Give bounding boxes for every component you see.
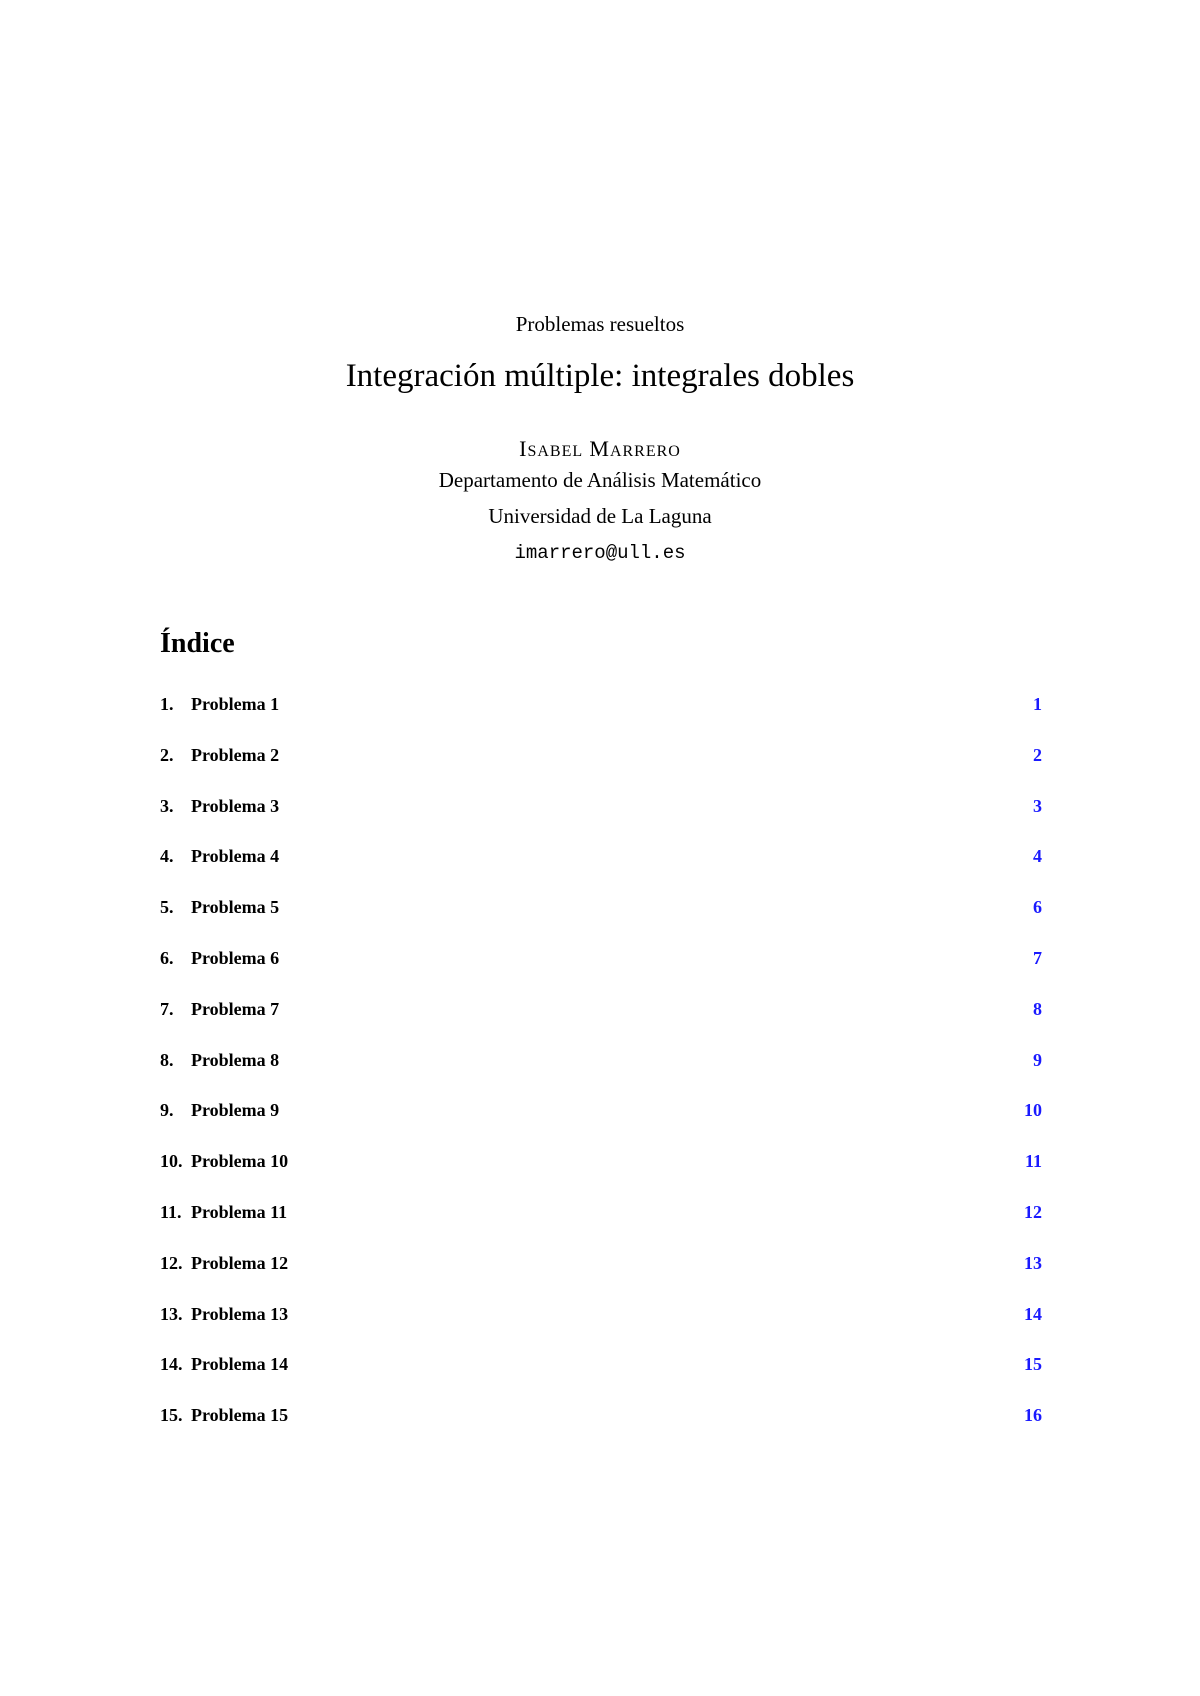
toc-entry[interactable] <box>160 1151 1042 1202</box>
toc-entry[interactable] <box>160 694 1042 745</box>
toc-entry-number: 8. <box>160 1049 174 1070</box>
toc-entry-page-link[interactable]: 14 <box>1024 1303 1042 1324</box>
toc-entry-page-link[interactable]: 8 <box>1033 998 1042 1019</box>
toc-heading: Índice <box>160 628 235 659</box>
toc-entry-label[interactable]: Problema 7 <box>191 998 280 1019</box>
toc-entry[interactable] <box>160 1354 1042 1405</box>
toc-entry-number: 4. <box>160 846 174 867</box>
toc-entry-number: 6. <box>160 947 174 968</box>
toc-entry-number: 9. <box>160 1100 174 1121</box>
toc-entry-label[interactable]: Problema 14 <box>191 1354 289 1375</box>
toc-entry-label[interactable]: Problema 1 <box>191 694 280 714</box>
toc-entry-page-link[interactable]: 7 <box>1033 947 1042 968</box>
toc-entry-number: 3. <box>160 795 174 816</box>
toc-entry-page-link[interactable]: 13 <box>1024 1252 1042 1273</box>
toc-entry[interactable] <box>160 745 1042 796</box>
toc-entry[interactable] <box>160 846 1042 897</box>
toc-entry-label[interactable]: Problema 2 <box>191 744 280 765</box>
toc-entry-page-link[interactable]: 1 <box>1033 694 1042 714</box>
toc-entry[interactable] <box>160 1253 1042 1304</box>
toc-entry-number: 10. <box>160 1151 183 1172</box>
document-kicker: Problemas resueltos <box>515 312 685 336</box>
toc-entry-label[interactable]: Problema 4 <box>191 846 280 867</box>
table-of-contents <box>160 694 1042 1456</box>
toc-entry-page-link[interactable]: 2 <box>1033 744 1042 765</box>
toc-entry-label[interactable]: Problema 10 <box>191 1151 289 1172</box>
toc-entry-label[interactable]: Problema 9 <box>191 1100 280 1121</box>
toc-entry-page-link[interactable]: 15 <box>1024 1354 1042 1375</box>
toc-entry-label[interactable]: Problema 15 <box>191 1405 289 1426</box>
toc-entry[interactable] <box>160 1100 1042 1151</box>
toc-entry-number: 2. <box>160 744 174 765</box>
toc-entry-number: 14. <box>160 1354 183 1375</box>
toc-entry[interactable] <box>160 1304 1042 1355</box>
toc-entry-page-link[interactable]: 16 <box>1024 1405 1042 1426</box>
toc-entry[interactable] <box>160 1405 1042 1456</box>
toc-entry-number: 5. <box>160 897 174 918</box>
toc-entry-page-link[interactable]: 3 <box>1033 795 1042 816</box>
toc-entry[interactable] <box>160 999 1042 1050</box>
toc-entry-number: 12. <box>160 1252 183 1273</box>
author-last-rest: ARRERO <box>609 443 681 460</box>
toc-entry[interactable] <box>160 948 1042 999</box>
toc-entry-page-link[interactable]: 12 <box>1024 1201 1042 1222</box>
toc-entry-page-link[interactable]: 11 <box>1024 1151 1042 1172</box>
toc-entry-page-link[interactable]: 6 <box>1033 897 1042 918</box>
toc-entry-label[interactable]: Problema 5 <box>191 897 280 918</box>
toc-entry-label[interactable]: Problema 6 <box>191 947 280 968</box>
author-department: Departamento de Análisis Matemático <box>438 468 762 492</box>
toc-entry-page-link[interactable]: 10 <box>1024 1100 1042 1121</box>
toc-entry-number: 11. <box>160 1201 182 1222</box>
toc-entry-number: 1. <box>160 694 174 714</box>
toc-entry-page-link[interactable]: 9 <box>1033 1049 1042 1070</box>
toc-entry-label[interactable]: Problema 12 <box>191 1252 289 1273</box>
author-first-rest: SABEL <box>527 443 584 460</box>
toc-entry-label[interactable]: Problema 11 <box>191 1201 288 1222</box>
toc-entry[interactable] <box>160 897 1042 948</box>
toc-entry-number: 15. <box>160 1405 183 1426</box>
toc-entry-number: 13. <box>160 1303 183 1324</box>
author-university: Universidad de La Laguna <box>488 504 712 528</box>
toc-entry-page-link[interactable]: 4 <box>1033 846 1042 867</box>
author-name <box>0 436 1200 462</box>
author-last-initial: M <box>589 436 610 461</box>
toc-entry-label[interactable]: Problema 13 <box>191 1303 289 1324</box>
toc-entry-label[interactable]: Problema 3 <box>191 795 280 816</box>
toc-entry-number: 7. <box>160 998 174 1019</box>
toc-entry[interactable] <box>160 796 1042 847</box>
toc-entry-label[interactable]: Problema 8 <box>191 1049 280 1070</box>
author-email: imarrero@ull.es <box>514 542 686 564</box>
toc-entry[interactable] <box>160 1202 1042 1253</box>
author-first-initial: I <box>519 436 528 461</box>
toc-entry[interactable] <box>160 1050 1042 1101</box>
document-title: Integración múltiple: integrales dobles <box>345 358 855 394</box>
